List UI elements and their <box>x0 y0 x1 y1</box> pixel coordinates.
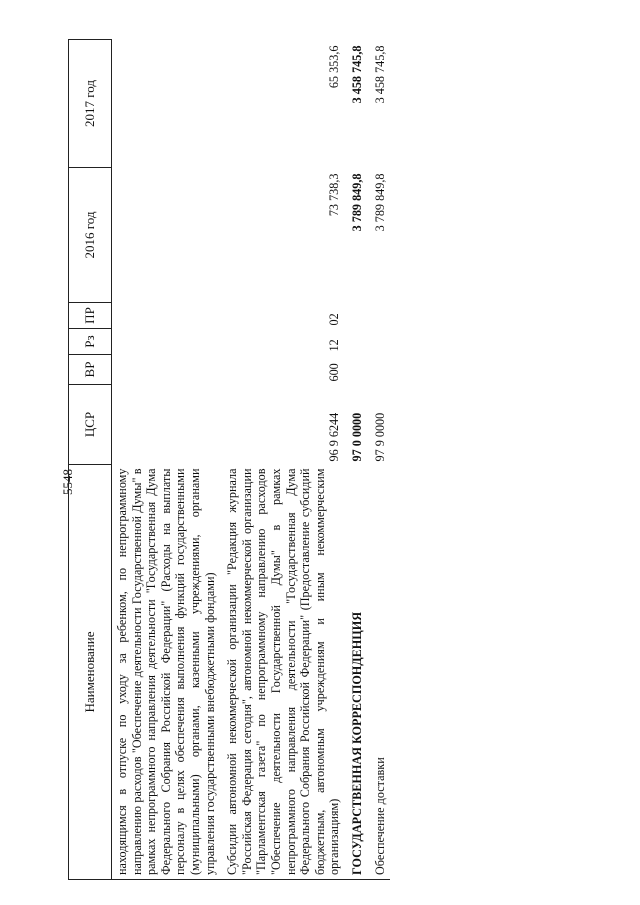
row-vr <box>368 355 391 385</box>
row-pr <box>345 303 368 329</box>
header-2017: 2017 год <box>69 40 112 168</box>
row-2017: 65 353,6 <box>327 45 342 89</box>
row-csr: 97 0 0000 <box>349 412 364 462</box>
header-csr: ЦСР <box>69 385 112 465</box>
row-name: ГОСУДАРСТВЕННАЯ КОРРЕСПОНДЕНЦИЯ <box>345 465 368 880</box>
row-pr: 02 <box>327 313 342 326</box>
row-2016 <box>112 168 221 303</box>
table-header-row <box>69 40 112 880</box>
row-2016: 3 789 849,8 <box>372 173 387 232</box>
row-name: находящимся в отпуске по уходу за ребенком, по непрограммному направлению расходов "Обеспечение деятельности Государственной Думы" в рамках непрограммного направления деятельности "Государственная Дума Федерального Собрания Российской Федерации" (Расходы на выплаты персоналу в целях обеспечения выполнения функций государственными (муниципальными) органами, казенными учреждениями, органами управления государственными внебюджетными фондами) <box>112 465 221 880</box>
row-rz <box>368 329 391 355</box>
row-2017: 3 458 745,8 <box>372 45 387 104</box>
row-rz <box>345 329 368 355</box>
rotated-budget-table <box>68 40 613 880</box>
row-rz <box>112 329 221 355</box>
header-pr: ПР <box>69 303 112 329</box>
row-2017: 3 458 745,8 <box>349 45 364 104</box>
row-vr: 600 <box>327 363 342 382</box>
row-vr <box>345 355 368 385</box>
row-name: Обеспечение доставки <box>368 465 391 880</box>
row-rz: 12 <box>327 339 342 352</box>
row-2016: 73 738,3 <box>327 173 342 217</box>
row-pr <box>368 303 391 329</box>
row-vr <box>112 355 221 385</box>
header-vr: ВР <box>69 355 112 385</box>
table-row <box>345 40 368 880</box>
row-2017 <box>112 40 221 168</box>
table-row <box>220 40 345 880</box>
row-pr <box>112 303 221 329</box>
table-row <box>368 40 391 880</box>
header-name: Наименование <box>69 465 112 880</box>
table-row <box>112 40 221 880</box>
page-number: 5548 <box>60 469 75 495</box>
row-csr: 97 9 0000 <box>372 412 387 462</box>
row-2016: 3 789 849,8 <box>349 173 364 232</box>
row-csr: 96 9 6244 <box>327 412 342 462</box>
row-name: Субсидии автономной некоммерческой организации "Редакция журнала "Российская Федерация сегодня", автономной некоммерческой организации "Парламентская газета" по непрограммному направлению расходов "Обеспечение деятельности Государственной Думы" в рамках непрограммного направления деятельности "Государственная Дума Федерального Собрания Российской Федерации" (Предоставление субсидий бюджетным, автономным учреждениям и иным некоммерческим организациям) <box>220 465 345 880</box>
header-2016: 2016 год <box>69 168 112 303</box>
header-rz: Рз <box>69 329 112 355</box>
row-csr <box>112 385 221 465</box>
budget-table <box>68 39 390 880</box>
